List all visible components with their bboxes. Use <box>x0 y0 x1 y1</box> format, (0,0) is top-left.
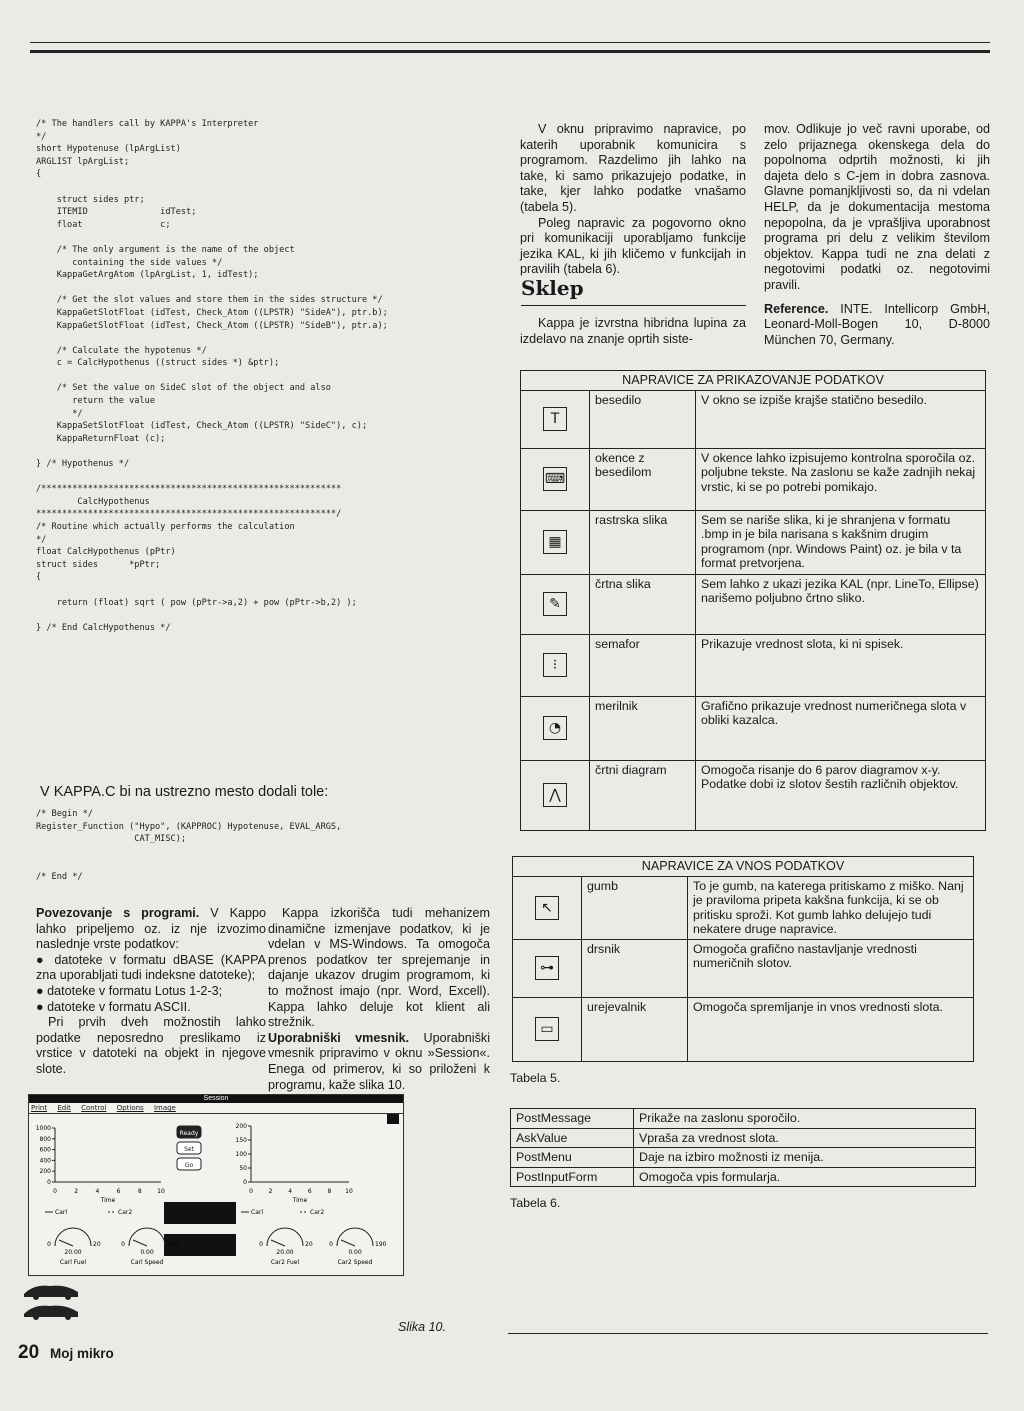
widget-description: Prikazuje vrednost slota, ki ni spisek. <box>696 634 986 696</box>
top-rule <box>30 42 990 43</box>
sklep-text: Kappa je izvrstna hibridna lupina za izdelavo na znanje oprtih siste- <box>520 316 746 346</box>
code-line: float CalcHypothenus (pPtr) <box>36 547 176 558</box>
widget-description: V okence lahko izpisujemo kontrolna sporočila oz. poljubne tekste. Na zaslonu se kaže zadnjih nekaj vrstic, ki se po potrebi pomikajo. <box>696 448 986 510</box>
gauge-max: 20 <box>93 1241 101 1248</box>
function-name: AskValue <box>511 1128 634 1148</box>
x-tick-label: 0 <box>249 1188 253 1195</box>
code-line: float c; <box>36 219 171 230</box>
widget-description: To je gumb, na katerega pritiskamo z miško. Nanj je praviloma pripeta kakšna funkcija, ki se ob pritisku sproži. Kot gumb lahko delujejo tudi nekatere druge napravice. <box>688 876 974 939</box>
widget-description: Omogoča risanje do 6 parov diagramov x-y. Podatke dobi iz slotov šestih različnih objektov. <box>696 760 986 830</box>
table-row <box>511 1167 976 1187</box>
gauge-needle <box>133 1240 147 1246</box>
function-description: Omogoča vpis formularja. <box>634 1167 976 1187</box>
y-tick-label: 1000 <box>35 1125 51 1132</box>
function-name: PostMenu <box>511 1148 634 1168</box>
widget-name: merilnik <box>590 696 696 760</box>
menu-control[interactable]: Control <box>81 1104 107 1112</box>
legend-label: Carl <box>251 1209 263 1216</box>
widget-description: V okno se izpiše krajše statično besedilo. <box>696 390 986 448</box>
gauge-label: Carl Speed <box>130 1259 164 1266</box>
button-icon: ↖ <box>535 896 559 920</box>
gauge-value: 0.00 <box>140 1249 154 1256</box>
gauge-arc <box>55 1228 91 1246</box>
x-axis-label: Time <box>292 1197 308 1204</box>
edit-field-icon: ▭ <box>535 1017 559 1041</box>
x-tick-label: 8 <box>327 1188 332 1195</box>
code-line: { <box>36 572 42 583</box>
table6-caption: Tabela 6. <box>510 1196 561 1210</box>
widget-name: rastrska slika <box>590 510 696 574</box>
code-register <box>36 808 341 884</box>
code-line: KappaReturnFloat (c); <box>36 433 166 444</box>
paragraph-vmesnik: Uporabniški vmesnik pripravimo v oknu »Session«. Enega od primerov, ki so priloženi k programu, kaže slika 10. <box>268 1030 490 1092</box>
y-tick-label: 200 <box>39 1168 51 1176</box>
heading-vmesnik: Uporabniški vmesnik. <box>268 1030 410 1045</box>
table-row <box>521 510 986 574</box>
bullet-item: ● datoteke v formatu Lotus 1-2-3; <box>36 983 223 998</box>
table-input-widgets <box>512 856 974 1062</box>
code-line: /* Begin */ <box>36 809 93 819</box>
gauge-min: 0 <box>259 1241 263 1248</box>
code-line: return the value <box>36 396 155 407</box>
gauge-max: 20 <box>305 1241 313 1248</box>
menu-edit[interactable]: Edit <box>57 1104 71 1112</box>
code-line: /* End */ <box>36 871 83 882</box>
widget-name: urejevalnik <box>582 997 688 1061</box>
x-axis-label: Time <box>100 1197 116 1204</box>
session-button-label: Set <box>184 1146 194 1153</box>
paragraph-kal: Poleg napravic za pogovorno okno pri komunikaciji uporabljamo funkcije jezika KAL, ki jih kličemo v funkcijah in pravilih (tabela 6). <box>520 215 746 277</box>
code-line: CalcHypothenus <box>36 496 150 507</box>
gauge-label: Car2 Fuel <box>270 1259 300 1266</box>
paragraph-mapping: Pri prvih dveh možnostih lahko podatke neposredno preslikamo iz vrstice v datoteki na objekt in njegove slote. <box>36 1015 266 1076</box>
legend-label: Carl <box>55 1209 67 1216</box>
bitmap-icon: ▦ <box>543 530 567 554</box>
code-line: short Hypotenuse (lpArgList) <box>36 144 181 155</box>
session-canvas <box>29 1114 403 1274</box>
table-row <box>521 574 986 634</box>
gauge-needle <box>271 1240 285 1246</box>
gauge-icon: ◔ <box>543 716 567 740</box>
menu-options[interactable]: Options <box>116 1104 144 1112</box>
widget-description: Sem lahko z ukazi jezika KAL (npr. LineTo, Ellipse) narišemo poljubno črtno sliko. <box>696 574 986 634</box>
gauge-needle <box>59 1240 73 1246</box>
gauge-min: 0 <box>121 1241 125 1248</box>
gauge-min: 0 <box>47 1241 51 1248</box>
y-tick-label: 50 <box>239 1165 247 1172</box>
widget-name: besedilo <box>590 390 696 448</box>
table-row <box>511 1128 976 1148</box>
typewriter-icon: ⌨ <box>543 467 567 491</box>
y-tick-label: 0 <box>47 1179 51 1186</box>
code-line: /* Calculate the hypotenus */ <box>36 345 207 356</box>
widget-name: drsnik <box>582 939 688 997</box>
function-description: Vpraša za vrednost slota. <box>634 1128 976 1148</box>
code-line: KappaGetSlotFloat (idTest, Check_Atom ((LPSTR) "SideA"), ptr.b); <box>36 307 388 318</box>
widget-name: okence z besedilom <box>590 448 696 510</box>
code-line: */ <box>36 534 47 545</box>
heading-povezovanje: Povezovanje s programi. <box>36 906 200 920</box>
widget-description: Omogoča grafično nastavljanje vrednosti numeričnih slotov. <box>688 939 974 997</box>
function-description: Prikaže na zaslonu sporočilo. <box>634 1109 976 1129</box>
table-row <box>511 1109 976 1129</box>
x-tick-label: 10 <box>345 1188 353 1195</box>
sklep-heading: Sklep <box>521 276 584 300</box>
x-tick-label: 4 <box>95 1188 100 1195</box>
y-tick-label: 0 <box>243 1179 247 1186</box>
code-line: KappaSetSlotFloat (idTest, Check_Atom ((LPSTR) "SideC"), c); <box>36 421 368 432</box>
column-right-b-text <box>764 122 990 348</box>
code-line: */ <box>36 131 47 142</box>
table-row <box>513 876 974 939</box>
table-row <box>521 390 986 448</box>
y-tick-label: 400 <box>39 1157 51 1165</box>
gauge-arc <box>129 1228 165 1246</box>
figure-caption: Slika 10. <box>398 1320 446 1334</box>
column-left-text <box>36 906 266 1078</box>
paragraph-dde: Kappa izkorišča tudi mehanizem dinamične izmenjave podatkov, ki je vdelan v MS-Windows. Ta omogoča prenos podatkov ter sprejemanje in dajanje ukazov drugim programom, ki to možnost imajo (npr. Word, Excell). Kappa lahko deluje kot klient ali strežnik. <box>268 906 490 1030</box>
table5-caption: Tabela 5. <box>510 1071 561 1085</box>
legend-label: Car2 <box>310 1209 325 1216</box>
y-tick-label: 150 <box>235 1137 247 1144</box>
code-line: CAT_MISC); <box>36 834 187 845</box>
y-tick-label: 100 <box>235 1151 247 1158</box>
widget-description: Sem se nariše slika, ki je shranjena v formatu .bmp in je bila narisana s kakšnim drugim programom (npr. Windows Paint) oz. je bila v ta format pretvorjena. <box>696 510 986 574</box>
table-row <box>521 634 986 696</box>
x-tick-label: 6 <box>116 1188 121 1195</box>
code-line: } /* Hypothenus */ <box>36 459 130 470</box>
code-line: Register_Function ("Hypo", (KAPPROC) Hypotenuse, EVAL_ARGS, <box>36 821 342 832</box>
widget-description: Omogoča spremljanje in vnos vrednosti slota. <box>688 997 974 1061</box>
y-tick-label: 600 <box>39 1146 51 1154</box>
code-listing <box>36 118 388 634</box>
code-line: */ <box>36 408 83 419</box>
reference-text: INTE. Intellicorp GmbH, Leonard-Moll-Bogen 10, D-8000 München 70, Germany. <box>764 301 990 347</box>
widget-description: Grafično prikazuje vrednost numeričnega slota v obliki kazalca. <box>696 696 986 760</box>
table-row <box>513 997 974 1061</box>
session-title-bar: Session <box>29 1095 403 1103</box>
code-line: /* The handlers call by KAPPA's Interpreter <box>36 119 259 129</box>
column-mid-text <box>268 906 490 1093</box>
code-line: c = CalcHypothenus ((struct sides *) &ptr); <box>36 358 280 369</box>
session-menu-bar <box>29 1103 403 1114</box>
slider-icon: ⊶ <box>535 956 559 980</box>
function-name: PostMessage <box>511 1109 634 1129</box>
table-kal-functions <box>510 1108 976 1187</box>
x-tick-label: 10 <box>157 1188 165 1195</box>
code-line: { <box>36 169 42 180</box>
code-line: /********************************************************** <box>36 484 342 495</box>
x-tick-label: 0 <box>53 1188 57 1195</box>
widget-name: črtna slika <box>590 574 696 634</box>
code-line: ITEMID idTest; <box>36 207 197 218</box>
table-display-widgets <box>520 370 986 831</box>
table-title: NAPRAVICE ZA PRIKAZOVANJE PODATKOV <box>521 371 986 391</box>
session-window-figure <box>28 1094 404 1276</box>
table-row <box>511 1148 976 1168</box>
widget-name: semafor <box>590 634 696 696</box>
menu-print[interactable]: Print <box>31 1104 48 1112</box>
table-row <box>513 939 974 997</box>
widget-name: gumb <box>582 876 688 939</box>
top-rule-thick <box>30 50 990 53</box>
paragraph-povezovanje: V Kappo lahko pripeljemo oz. iz nje izvozimo naslednje vrste podatkov: <box>36 906 266 952</box>
column-right-a-text <box>520 122 746 278</box>
table-row <box>521 696 986 760</box>
widget-name: črtni diagram <box>590 760 696 830</box>
bottom-rule <box>508 1333 988 1334</box>
x-tick-label: 2 <box>268 1188 273 1195</box>
traffic-light-icon: ⁝ <box>543 653 567 677</box>
x-tick-label: 6 <box>307 1188 312 1195</box>
car-logo-icon <box>20 1276 84 1322</box>
scrollbar-thumb <box>387 1114 399 1124</box>
x-tick-label: 4 <box>288 1188 293 1195</box>
gauge-value: 20.00 <box>64 1249 82 1256</box>
table-title: NAPRAVICE ZA VNOS PODATKOV <box>513 857 974 877</box>
gauge-value: 0.00 <box>348 1249 362 1256</box>
table-row <box>521 448 986 510</box>
table-row <box>521 760 986 830</box>
y-tick-label: 800 <box>39 1135 51 1143</box>
session-button-label: Go <box>184 1162 194 1169</box>
code-line: return (float) sqrt ( pow (pPtr->a,2) + pow (pPtr->b,2) ); <box>36 597 357 608</box>
code-line: containing the side values */ <box>36 257 223 268</box>
gauge-value: 20.00 <box>276 1249 294 1256</box>
paragraph-napravice: V oknu pripravimo napravice, po katerih uporabnik komunicira s programom. Razdelimo jih lahko na take, ki samo prikazujejo podatke, in take, kjer lahko podatke vnašamo (tabela 5). <box>520 122 746 214</box>
line-drawing-icon: ✎ <box>543 592 567 616</box>
paragraph-zakljucek: mov. Odlikuje jo več ravni uporabe, od zelo prijaznega okenskega dela do popolnoma odprtih možnosti, ki jih dajeta delo s C-jem in dobra zasnova. Glavne pomanjkljivosti so, da ni vdelan HELP, da je dokumentacija mestoma nepopolna, da je vprašljiva uporabnost programa pri delu z velikim številom objektov. Kappa tudi ne zna delati z negotovimi podatki oz. negotovimi pravili. <box>764 122 990 292</box>
session-button-label: Ready <box>179 1130 199 1137</box>
x-tick-label: 2 <box>74 1188 79 1195</box>
code-line: KappaGetArgAtom (lpArgList, 1, idTest); <box>36 270 259 281</box>
text-icon: T <box>543 407 567 431</box>
code-line: /* Get the slot values and store them in the sides structure */ <box>36 295 383 306</box>
code-line: } /* End CalcHypothenus */ <box>36 622 171 633</box>
function-name: PostInputForm <box>511 1167 634 1187</box>
line-chart-icon: ⋀ <box>543 783 567 807</box>
kappa-c-line: V KAPPA.C bi na ustrezno mesto dodali tole: <box>40 784 329 800</box>
sklep-rule <box>521 305 746 306</box>
code-line: ARGLIST lpArgList; <box>36 156 130 167</box>
page-number: 20 <box>18 1342 40 1363</box>
code-line: /* The only argument is the name of the object <box>36 244 295 255</box>
gauge-needle <box>341 1240 355 1246</box>
code-line: /* Routine which actually performs the calculation <box>36 522 295 532</box>
reference-label: Reference. <box>764 301 829 316</box>
gauge-arc <box>267 1228 303 1246</box>
gauge-arc <box>337 1228 373 1246</box>
bullet-item: ● datoteke v formatu ASCII. <box>36 999 191 1014</box>
gauge-label: Car2 Speed <box>337 1259 373 1266</box>
gauge-max: 210 <box>167 1241 179 1248</box>
code-line: struct sides ptr; <box>36 194 145 205</box>
code-line: **********************************************************/ <box>36 509 342 520</box>
code-line: struct sides *pPtr; <box>36 559 161 570</box>
function-description: Daje na izbiro možnosti iz menija. <box>634 1148 976 1168</box>
bullet-item: ● datoteke v formatu dBASE (KAPPA zna uporabljati tudi indeksne datoteke); <box>36 952 267 983</box>
menu-image[interactable]: Image <box>153 1104 176 1112</box>
display-panel <box>164 1202 236 1224</box>
gauge-min: 0 <box>329 1241 333 1248</box>
code-line: KappaGetSlotFloat (idTest, Check_Atom ((LPSTR) "SideB"), ptr.a); <box>36 320 388 331</box>
code-line: /* Set the value on SideC slot of the object and also <box>36 383 331 394</box>
x-tick-label: 8 <box>137 1188 142 1195</box>
gauge-label: Carl Fuel <box>59 1259 87 1266</box>
y-tick-label: 200 <box>235 1123 247 1130</box>
gauge-max: 190 <box>375 1241 387 1248</box>
magazine-name: Moj mikro <box>50 1346 114 1361</box>
legend-label: Car2 <box>118 1209 133 1216</box>
